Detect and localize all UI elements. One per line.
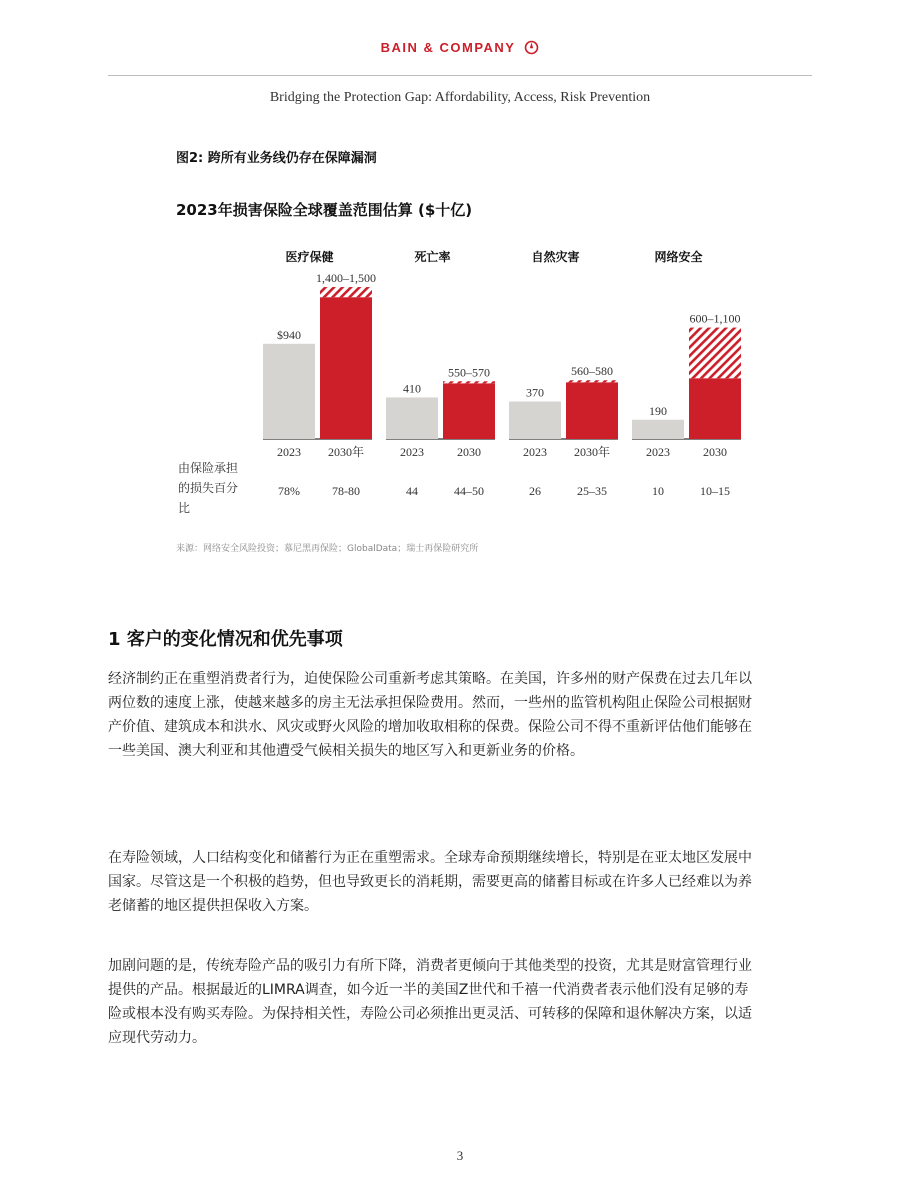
chart-source-note: 来源：网络安全风险投资；慕尼黑再保险；GlobalData；瑞士再保险研究所 bbox=[176, 544, 479, 554]
text-line: 产价值、建筑成本和洪水、风灾或野火风险的增加收取相称的保费。保险公司不得不重新评估他们能够在 bbox=[108, 719, 752, 735]
row-label-line: 的损失百分 bbox=[178, 481, 239, 495]
insured-share-value: 44 bbox=[406, 484, 418, 498]
bar-range-hatch bbox=[566, 380, 618, 382]
text-line: 两位数的速度上涨，使越来越多的房主无法承担保险费用。然而，一些州的监管机构阻止保险公司根据财 bbox=[108, 695, 752, 711]
category-label: 医疗保健 bbox=[285, 250, 334, 264]
bar-range-hatch bbox=[443, 381, 495, 383]
page-number: 3 bbox=[456, 1148, 464, 1163]
x-tick-label: 2030 bbox=[703, 445, 727, 459]
category-label: 自然灾害 bbox=[531, 250, 580, 264]
insured-share-value: 10 bbox=[652, 484, 664, 498]
bar bbox=[689, 378, 741, 439]
insured-share-value: 78% bbox=[278, 484, 300, 498]
bar bbox=[443, 383, 495, 439]
bar-range-hatch bbox=[689, 328, 741, 379]
x-tick-label: 2023 bbox=[277, 445, 301, 459]
insured-share-value: 26 bbox=[529, 484, 541, 498]
paragraph bbox=[108, 954, 812, 1050]
x-tick-label: 2030年 bbox=[573, 445, 611, 459]
insured-share-value: 44–50 bbox=[454, 484, 484, 498]
data-label: 190 bbox=[649, 403, 667, 418]
x-tick-label: 2030年 bbox=[327, 445, 365, 459]
brand-name: BAIN & COMPANY bbox=[380, 40, 516, 55]
insured-share-value: 78-80 bbox=[332, 484, 360, 498]
text-line: 国家。尽管这是一个积极的趋势，但也导致更长的消耗期，需要更高的储蓄目标或在许多人已经难以为养 bbox=[108, 874, 752, 890]
row-label-line: 比 bbox=[178, 501, 191, 515]
bar bbox=[263, 344, 315, 439]
data-label: 1,400–1,500 bbox=[316, 271, 376, 286]
category-label: 死亡率 bbox=[414, 250, 451, 264]
text-line: 提供的产品。根据最近的LIMRA调查，如今近一半的美国Z世代和千禧一代消费者表示他们没有足够的寿 bbox=[108, 982, 749, 998]
bar-range-hatch bbox=[320, 287, 372, 297]
data-label: 560–580 bbox=[571, 364, 613, 379]
category-label: 网络安全 bbox=[654, 250, 703, 264]
text-line: 险或根本没有购买寿险。为保持相关性，寿险公司必须推出更灵活、可转移的保障和退休解决方案，以适 bbox=[108, 1006, 752, 1022]
data-label: 370 bbox=[526, 385, 544, 400]
data-label: $940 bbox=[277, 327, 301, 342]
chart-title: 2023年损害保险全球覆盖范围估算 ($十亿) bbox=[176, 201, 473, 219]
section-heading: 1 客户的变化情况和优先事项 bbox=[108, 629, 343, 650]
bar-chart bbox=[0, 0, 920, 560]
data-label: 410 bbox=[403, 381, 421, 396]
text-line: 一些美国、澳大利亚和其他遭受气候相关损失的地区写入和更新业务的价格。 bbox=[108, 743, 584, 759]
document-title: Bridging the Protection Gap: Affordability, Access, Risk Prevention bbox=[269, 90, 651, 105]
text-line: 经济制约正在重塑消费者行为，迫使保险公司重新考虑其策略。在美国，许多州的财产保费在过去几年以 bbox=[108, 671, 752, 687]
paragraph bbox=[108, 846, 812, 918]
paragraph bbox=[108, 667, 812, 763]
x-tick-label: 2023 bbox=[523, 445, 547, 459]
bar bbox=[509, 402, 561, 439]
insured-share-value: 25–35 bbox=[577, 484, 607, 498]
row-label-line: 由保险承担 bbox=[178, 461, 239, 475]
text-line: 老储蓄的地区提供担保收入方案。 bbox=[108, 898, 318, 914]
data-label: 550–570 bbox=[448, 365, 490, 380]
text-line: 在寿险领域，人口结构变化和储蓄行为正在重塑需求。全球寿命预期继续增长，特别是在亚太地区发展中 bbox=[108, 850, 752, 866]
insured-share-value: 10–15 bbox=[700, 484, 730, 498]
x-tick-label: 2023 bbox=[400, 445, 424, 459]
bar bbox=[632, 420, 684, 439]
x-tick-label: 2030 bbox=[457, 445, 481, 459]
insured-share-row-label bbox=[178, 458, 238, 518]
text-line: 加剧问题的是，传统寿险产品的吸引力有所下降，消费者更倾向于其他类型的投资，尤其是财富管理行业 bbox=[108, 958, 752, 974]
text-line: 应现代劳动力。 bbox=[108, 1030, 206, 1046]
figure-label: 图2: 跨所有业务线仍存在保障漏洞 bbox=[176, 151, 377, 166]
bar bbox=[320, 297, 372, 439]
data-label: 600–1,100 bbox=[689, 311, 741, 326]
bar bbox=[566, 382, 618, 439]
bar bbox=[386, 397, 438, 439]
x-tick-label: 2023 bbox=[646, 445, 670, 459]
